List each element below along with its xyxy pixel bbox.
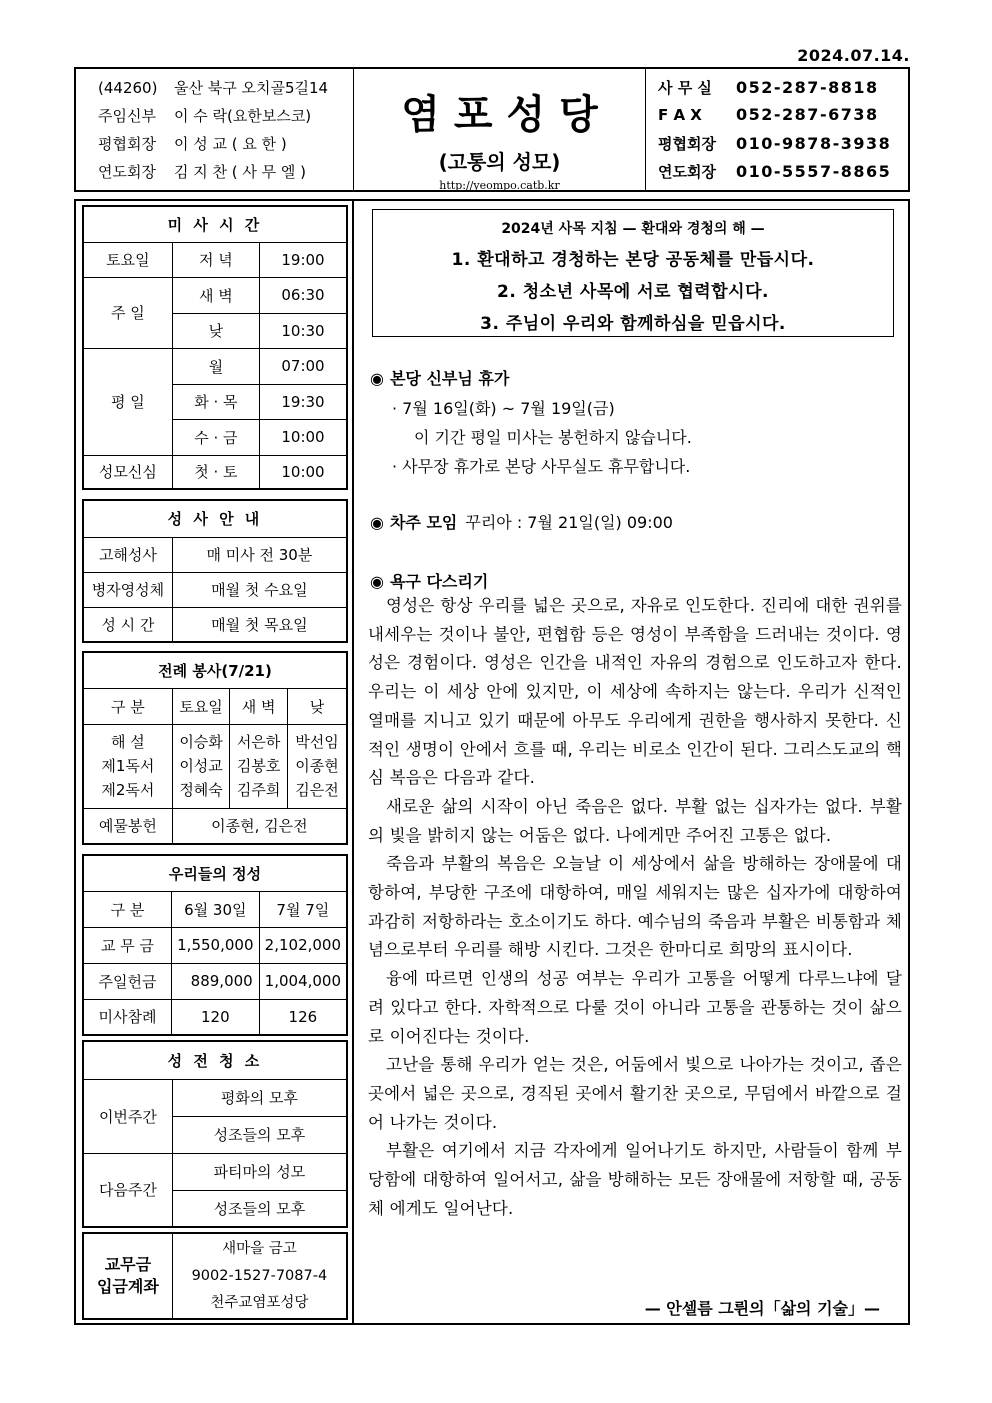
council-phone: 010-9878-3938 <box>736 134 892 153</box>
marian-devotion-label: 성모신심 <box>83 455 172 489</box>
contact-info <box>646 69 908 190</box>
saturday-time: 19:00 <box>259 242 347 277</box>
liturgy-dawn-column <box>230 724 288 808</box>
saturday-evening-label: 저 녁 <box>172 242 259 277</box>
prayer-president-row <box>98 161 353 189</box>
address: 울산 북구 오치골5길14 <box>174 79 329 97</box>
address-row <box>98 77 353 105</box>
prayer-president-label: 연도회장 <box>98 163 156 181</box>
parish-subtitle: (고통의 성모) <box>438 150 561 174</box>
attendance-july7: 126 <box>259 999 347 1035</box>
vacation-mass-note: 이 기간 평일 미사는 봉헌하지 않습니다. <box>414 428 692 447</box>
next-week-group-2: 성조들의 모후 <box>172 1190 347 1227</box>
sacrament-table <box>82 499 348 643</box>
donation-col-june30: 6월 30일 <box>171 891 259 927</box>
essay-title: 욕구 다스리기 <box>389 572 489 591</box>
fax-number: 052-287-6738 <box>736 105 879 124</box>
guideline-2: 2. 청소년 사목에 서로 협력합시다. <box>497 282 769 302</box>
office-phone: 052-287-8818 <box>736 78 879 97</box>
collection-label: 주일헌금 <box>83 963 171 999</box>
essay-paragraph-5: 고난을 통해 우리가 얻는 것은, 어둠에서 빛으로 나아가는 것이고, 좁은 곳에서 넓은 곳으로, 경직된 곳에서 활기찬 곳으로, 무덤에서 바깥으로 걸어 나가는 것이다. <box>368 1055 902 1132</box>
parish-title-block <box>354 69 646 190</box>
essay-paragraph-4: 융에 따르면 인생의 성공 여부는 우리가 고통을 어떻게 다루느냐에 달려 있다고 한다. 자학적으로 다룰 것이 아니라 고통을 관통하는 것이 삶으로 이어진다는 것이다. <box>368 969 902 1046</box>
cleaning-title: 성 전 청 소 <box>83 1041 347 1079</box>
parish-info <box>76 69 354 190</box>
sunday-dawn-time: 06:30 <box>259 277 347 313</box>
guideline-3: 3. 주님이 우리와 함께하심을 믿읍시다. <box>480 314 786 334</box>
postal-code: (44260) <box>98 79 158 97</box>
essay-paragraph-2: 새로운 삶의 시작이 아닌 죽음은 없다. 부활 없는 십자가는 없다. 부활의 빛을 밝히지 않는 어둠은 없다. 나에게만 주어진 고통은 없다. <box>368 796 902 845</box>
collection-june30: 889,000 <box>171 963 259 999</box>
holy-hour-label: 성 시 간 <box>83 607 172 642</box>
pastoral-guidelines-box <box>372 209 894 337</box>
prayer-phone-label: 연도회장 <box>658 163 716 181</box>
sunday-label: 주 일 <box>83 277 172 348</box>
sunday-dawn-label: 새 벽 <box>172 277 259 313</box>
liturgy-title: 전례 봉사(7/21) <box>83 652 347 688</box>
notice-meeting-text: 꾸리아 : 7월 21일(일) 09:00 <box>465 513 673 532</box>
next-week-label: 다음주간 <box>83 1153 172 1227</box>
issue-date: 2024.07.14. <box>797 46 910 65</box>
tithe-july7: 2,102,000 <box>259 927 347 963</box>
first-reading-label: 제1독서 <box>101 757 155 775</box>
saturday-second-reader: 정혜숙 <box>179 781 223 799</box>
liturgy-service-table <box>82 651 348 845</box>
guideline-1: 1. 환대하고 경청하는 본당 공동체를 만듭시다. <box>451 250 815 270</box>
office-closed-note: · 사무장 휴가로 본당 사무실도 휴무합니다. <box>392 457 691 476</box>
office-label: 사 무 실 <box>658 79 712 97</box>
essay-paragraph-6: 부활은 여기에서 지금 각자에게 일어나기도 하지만, 사람들이 함께 부당함에 대항하여 일어서고, 삶을 방해하는 모든 장애물에 저항할 때, 공동체 에게도 일어난다. <box>368 1141 902 1218</box>
council-president-name: 이 성 교 ( 요 한 ) <box>174 135 287 153</box>
offertory-label: 예물봉헌 <box>83 808 172 844</box>
bullet-circle-icon: ◉ <box>370 572 384 591</box>
parish-title: 염포성당 <box>401 92 612 138</box>
mass-times-table <box>82 205 348 490</box>
mass-times-title: 미 사 시 간 <box>83 206 347 242</box>
this-week-group-2: 성조들의 모후 <box>172 1116 347 1153</box>
tue-thu-label: 화 · 목 <box>172 384 259 419</box>
attendance-june30: 120 <box>171 999 259 1035</box>
account-details <box>172 1233 347 1319</box>
fax-row <box>658 105 908 133</box>
council-phone-label: 평협회장 <box>658 135 716 153</box>
parish-url[interactable]: http://yeompo.catb.kr <box>439 179 560 192</box>
essay-citation: — 안셀름 그륀의「삶의 기술」— <box>644 1299 880 1318</box>
sunday-day-label: 낮 <box>172 313 259 348</box>
essay-body <box>368 592 902 1223</box>
wed-fri-time: 10:00 <box>259 419 347 455</box>
day-first-reader: 이종현 <box>295 757 339 775</box>
bullet-circle-icon: ◉ <box>370 369 384 388</box>
saturday-first-reader: 이성교 <box>179 757 223 775</box>
next-week-group-1: 파티마의 성모 <box>172 1153 347 1190</box>
council-president-label: 평협회장 <box>98 135 156 153</box>
monday-label: 월 <box>172 348 259 384</box>
account-table <box>82 1232 348 1320</box>
tithe-account-label-1: 교무금 <box>104 1255 152 1274</box>
liturgy-day-column <box>287 724 347 808</box>
essay-paragraph-1: 영성은 항상 우리를 넓은 곳으로, 자유로 인도한다. 진리에 대한 권위를 내세우는 것이나 불안, 편협함 등은 영성이 부족함을 드러내는 것이다. 영성은 경험이다. 영성은 인간을 내적인 자유의 경험으로 인도하고자 한다. 우리는 이 세상 안에 있지만, 이 세상에 속하지는 않는다. 우리가 신적인 열매를 지니고 있기 때문에 아무도 우리에게 권한을 행사하지 못한다. 신적인 생명이 안에서 흐를 때, 우리는 비로소 인간이 된다. 그리스도교의 핵심 복음은 다음과 같다. <box>368 596 902 788</box>
first-saturday-label: 첫 · 토 <box>172 455 259 489</box>
prayer-phone-row <box>658 161 908 189</box>
sacrament-title: 성 사 안 내 <box>83 500 347 537</box>
day-commentator: 박선임 <box>295 733 339 751</box>
liturgy-role-column <box>83 724 172 808</box>
day-second-reader: 김은전 <box>295 781 339 799</box>
liturgy-saturday-column <box>172 724 230 808</box>
sunday-day-time: 10:30 <box>259 313 347 348</box>
notice-meeting-title: 차주 모임 <box>389 513 458 532</box>
liturgy-col-saturday: 토요일 <box>172 688 230 724</box>
council-president-row <box>98 133 353 161</box>
this-week-group-1: 평화의 모후 <box>172 1079 347 1116</box>
dawn-first-reader: 김봉호 <box>236 757 281 775</box>
monday-time: 07:00 <box>259 348 347 384</box>
commentator-label: 해 설 <box>111 733 145 751</box>
liturgy-col-day: 낮 <box>287 688 347 724</box>
tithe-label: 교 무 금 <box>83 927 171 963</box>
council-phone-row <box>658 133 908 161</box>
marian-devotion-time: 10:00 <box>259 455 347 489</box>
bank-name: 새마을 금고 <box>222 1240 297 1257</box>
prayer-phone: 010-5557-8865 <box>736 162 892 181</box>
donation-col-category: 구 분 <box>83 891 171 927</box>
sick-communion-value: 매월 첫 수요일 <box>172 572 347 607</box>
vacation-dates: · 7월 16일(화) ~ 7월 19일(금) <box>392 399 615 418</box>
collection-july7: 1,004,000 <box>259 963 347 999</box>
account-label <box>83 1233 172 1319</box>
donation-title: 우리들의 정성 <box>83 855 347 891</box>
essay-heading <box>370 569 488 592</box>
dawn-commentator: 서은하 <box>236 733 281 751</box>
account-number: 9002-1527-7087-4 <box>191 1267 328 1284</box>
tithe-june30: 1,550,000 <box>171 927 259 963</box>
this-week-label: 이번주간 <box>83 1079 172 1153</box>
attendance-label: 미사참례 <box>83 999 171 1035</box>
account-holder: 천주교염포성당 <box>210 1294 309 1311</box>
pastor-row <box>98 105 353 133</box>
dawn-second-reader: 김주희 <box>236 781 281 799</box>
second-reading-label: 제2독서 <box>101 781 155 799</box>
bullet-circle-icon: ◉ <box>370 513 384 532</box>
tithe-account-label-2: 입금계좌 <box>96 1277 159 1296</box>
masthead <box>74 67 910 192</box>
fax-label: F A X <box>658 106 702 124</box>
sick-communion-label: 병자영성체 <box>83 572 172 607</box>
confession-value: 매 미사 전 30분 <box>172 537 347 572</box>
weekday-label: 평 일 <box>83 348 172 455</box>
pastor-label: 주임신부 <box>98 107 156 125</box>
confession-label: 고해성사 <box>83 537 172 572</box>
pastor-name: 이 수 락(요한보스코) <box>174 107 312 125</box>
liturgy-col-dawn: 새 벽 <box>230 688 288 724</box>
offertory-value: 이종현, 김은전 <box>172 808 347 844</box>
liturgy-col-category: 구 분 <box>83 688 172 724</box>
essay-paragraph-3: 죽음과 부활의 복음은 오늘날 이 세상에서 삶을 방해하는 장애물에 대항하여, 부당한 구조에 대항하여, 매일 세워지는 많은 십자가에 대항하여 과감히 저항하라는 호소이기도 하다. 예수님의 죽음과 부활은 비통함과 체념으로부터 우리를 해방 시킨다. 그것은 한마디로 희망의 표시이다. <box>368 854 902 960</box>
notice-vacation-title: 본당 신부님 휴가 <box>389 369 510 388</box>
notice-vacation-heading <box>370 366 509 389</box>
saturday-label: 토요일 <box>83 242 172 277</box>
holy-hour-value: 매월 첫 목요일 <box>172 607 347 642</box>
donation-table <box>82 854 348 1036</box>
guidelines-heading: 2024년 사목 지침 — 환대와 경청의 해 — <box>501 221 765 237</box>
donation-col-july7: 7월 7일 <box>259 891 347 927</box>
saturday-commentator: 이승화 <box>179 733 223 751</box>
office-phone-row <box>658 77 908 105</box>
wed-fri-label: 수 · 금 <box>172 419 259 455</box>
church-cleaning-table <box>82 1040 348 1228</box>
prayer-president-name: 김 지 찬 ( 사 무 엘 ) <box>174 163 307 181</box>
tue-thu-time: 19:30 <box>259 384 347 419</box>
notice-meeting <box>370 510 673 533</box>
